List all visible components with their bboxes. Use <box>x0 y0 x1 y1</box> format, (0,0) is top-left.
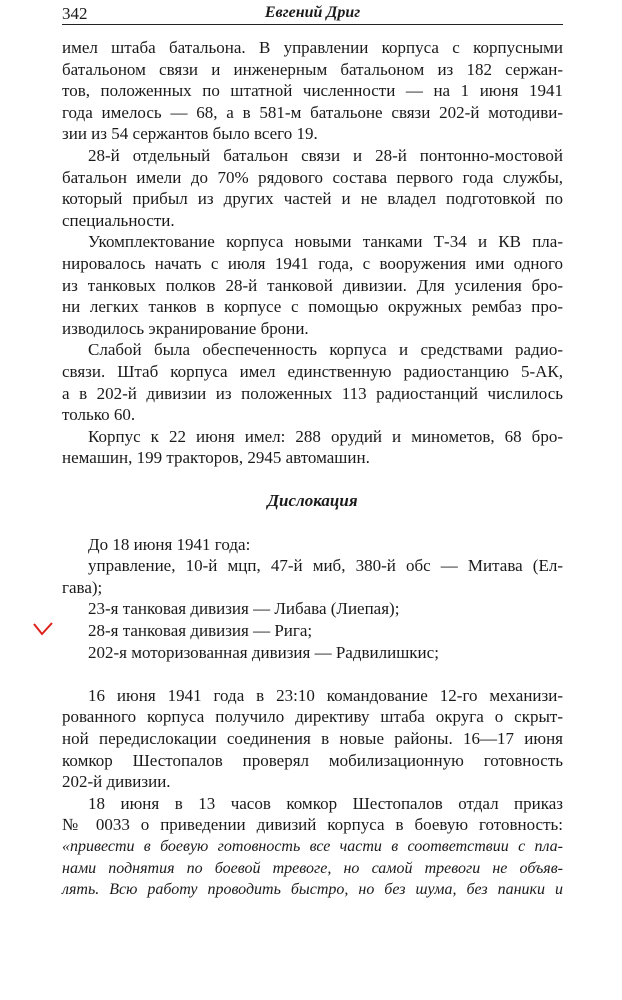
text-line: Слабой была обеспеченность корпуса и средствами радио- <box>88 340 563 360</box>
text-line: № 0033 о приведении дивизий корпуса в боевую готовность: <box>62 815 563 835</box>
text-line: «привести в боевую готовность все части в соответствии с пла- <box>62 837 563 855</box>
blank-line <box>62 663 563 685</box>
paragraph <box>62 534 563 556</box>
page-header <box>62 2 563 25</box>
red-check-mark-icon <box>32 621 54 637</box>
paragraph <box>62 642 563 664</box>
text-line: зии из 54 сержантов было всего 19. <box>62 124 318 144</box>
page-number: 342 <box>62 4 88 23</box>
text-line: имел штаба батальона. В управлении корпуса с корпусными <box>62 38 563 57</box>
paragraph <box>62 145 563 231</box>
paragraph <box>62 555 563 598</box>
paragraph <box>62 426 563 469</box>
text-line: ной передислокации соединения в новые районы. 16—17 июня <box>62 729 563 748</box>
text-line: 202-й дивизии. <box>62 772 171 792</box>
text-line: только 60. <box>62 405 136 425</box>
paragraph-marked <box>62 620 563 642</box>
text-line: управление, 10-й мцп, 47-й миб, 380-й обс — Митава (Ел- <box>88 556 563 576</box>
text-line: лять. Всю работу проводить быстро, но без шума, без паники и <box>62 881 563 899</box>
text-line: 23-я танковая дивизия — Либава (Лиепая); <box>88 599 400 619</box>
text-line: комкор Шестопалов проверял мобилизационную готовность <box>62 750 563 770</box>
text-line: связи. Штаб корпуса имел единственную радиостанцию 5-АК, <box>62 361 563 381</box>
text-line: До 18 июня 1941 года: <box>88 534 251 554</box>
text-line: немашин, 199 тракторов, 2945 автомашин. <box>62 448 370 468</box>
text-line: года имелось — 68, а в 581-м батальоне связи 202-й мотодиви- <box>62 102 563 122</box>
text-line: нами поднятия по боевой тревоге, но самой тревоги не объяв- <box>62 859 563 877</box>
text-line: 16 июня 1941 года в 23:10 командование 12-го механизи- <box>88 685 563 705</box>
text-line: 28-й отдельный батальон связи и 28-й понтонно-мостовой <box>88 145 563 165</box>
heading-text: Дислокация <box>267 491 358 511</box>
text-line: 18 июня в 13 часов комкор Шестопалов отдал приказ <box>88 793 563 813</box>
text-line: рованного корпуса получило директиву штаба округа о скрыт- <box>62 707 563 727</box>
paragraph <box>62 37 563 145</box>
paragraph <box>62 685 563 793</box>
text-line: Корпус к 22 июня имел: 288 орудий и минометов, 68 бро- <box>88 426 563 446</box>
text-line: а в 202-й дивизии из положенных 113 радиостанций числилось <box>62 383 563 403</box>
paragraph <box>62 793 563 901</box>
paragraph <box>62 231 563 339</box>
text-line: специальности. <box>62 210 175 230</box>
page-body <box>62 37 563 901</box>
text-line: который прибыл из других частей и не владел подготовкой по <box>62 189 563 209</box>
text-line: гава); <box>62 577 103 597</box>
text-line: Укомплектование корпуса новыми танками Т-34 и КВ пла- <box>88 232 563 252</box>
section-heading <box>62 490 563 512</box>
paragraph <box>62 339 563 425</box>
text-line: батальон имели до 70% рядового состава первого года службы, <box>62 167 563 187</box>
text-line: нировалось начать с июля 1941 года, с вооружения ими одного <box>62 253 563 273</box>
text-line: батальоном связи и инженерным батальоном из 182 сержан- <box>62 59 563 79</box>
blank-line <box>62 469 563 491</box>
text-line: из танковых полков 28-й танковой дивизии. Для усиления бро- <box>62 275 563 295</box>
text-line: 28-я танковая дивизия — Рига; <box>88 621 313 641</box>
text-line: 202-я моторизованная дивизия — Радвилишкис; <box>88 642 439 662</box>
text-line: изводилось экранирование брони. <box>62 318 309 338</box>
text-line: тов, положенных по штатной численности — на 1 июня 1941 <box>62 81 563 101</box>
text-line: ни легких танков в корпусе с помощью окружных рембаз про- <box>62 297 563 317</box>
paragraph <box>62 598 563 620</box>
running-title: Евгений Дриг <box>264 4 361 21</box>
blank-line <box>62 512 563 534</box>
